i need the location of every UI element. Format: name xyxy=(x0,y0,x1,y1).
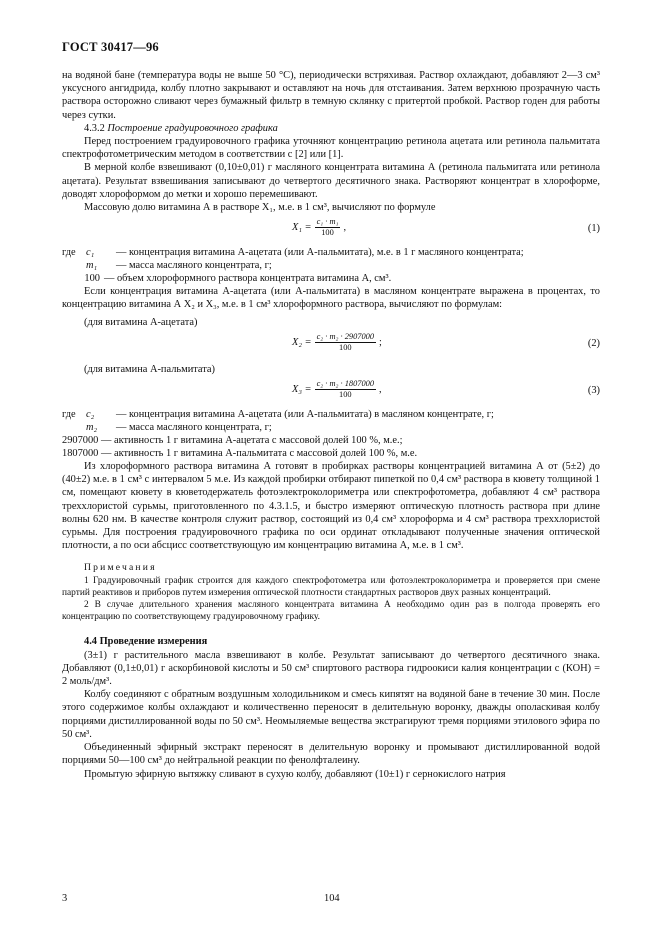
paragraph: Массовую долю витамина А в растворе X₁, м.е. в 1 см³, вычисляют по формуле xyxy=(84,202,436,214)
formula-label: (для витамина А-ацетата) xyxy=(84,316,198,328)
paragraph: Объединенный эфирный экстракт переносят в делительную воронку и промывают дистиллированной водой порциями 50—100 см³ до нейтральной реакции по фенолфталеину. xyxy=(62,742,600,767)
fraction-numerator: c₂ · m₂ · 1807000 xyxy=(316,379,375,389)
fraction-numerator: c₂ · m₂ · 2907000 xyxy=(316,331,375,341)
section-title: Построение градуировочного графика xyxy=(107,122,278,134)
legend-row: m₁ — масса масляного концентрата, г; xyxy=(86,260,272,272)
paragraph-continued: на водяной бане (температура воды не выше 50 °С), периодически встряхивая. Раствор охлаждают, добавляют 2—3 см³ уксусного ангидрида, колбу плотно закрывают и оставляют на ночь для отстаивания. Затем верхнюю прозрачную часть раствора осторожно сливают через бумажный фильтр в темную склянку с притертой пробкой. Раствор годен для работы через сутки. xyxy=(62,70,600,121)
formula-fraction xyxy=(315,332,376,353)
paragraph: (3±1) г растительного масла взвешивают в колбе. Результат записывают до четвертого десятичного знака. Добавляют (0,1±0,01) г аскорбиновой кислоты и 50 см³ спиртового раствора гидроокиси калия концентрации c (КОН) = 2 моль/дм³. xyxy=(62,649,600,688)
legend-row: 100 — объем хлороформного раствора концентрата витамина А, см³. xyxy=(84,273,392,285)
paragraph: В мерной колбе взвешивают (0,10±0,01) г масляного концентрата витамина А (ретинола пальмитата или ретинола ацетата). Результат взвешивания записывают до четвертого десятичного знака. Растворяют концентрат в хлороформе, доводят хлороформом до метки и хорошо перемешивают. xyxy=(62,162,600,200)
formula-fraction xyxy=(315,217,341,238)
note-item: 1 Градуировочный график строится для каждого спектрофотометра или фотоэлектроколориметра и проверяется при смене партий реактивов и приборов путем измерения оптической плотности стандартных растворов двух разных концентраций. xyxy=(62,576,600,599)
fraction-numerator: c₁ · m₁ xyxy=(316,217,339,227)
page-number-center: 104 xyxy=(324,893,340,904)
document-page xyxy=(62,40,600,781)
paragraph: Если концентрация витамина А-ацетата (или А-пальмитата) в масляном концентрате выражена в процентах, то концентрацию витамина А X₂ и X₃, м.е. в 1 см³ хлороформного раствора, вычисляют по формулам: xyxy=(62,286,600,311)
formula-2 xyxy=(62,332,600,359)
notes-heading: Примечания xyxy=(84,562,157,574)
legend-list-2 xyxy=(62,408,600,460)
paragraph: Из хлороформного раствора витамина А готовят в пробирках растворы концентрацией витамина А от (5±2) до (40±2) м.е. в 1 см³ с интервалом 5 м.е. Из каждой пробирки отбирают пипеткой по 0,4 см³ раствора в кювету толщиной 1 см, помещают кювету в кюветодержатель фотоэлектроколориметра или спектрофотометра, добавляют 4 см³ раствора треххлористой сурьмы, приготовленного по 4.3.1.5, и быстро измеряют оптическую плотность раствора при длине волны 620 нм. В качестве контроля служит раствор, состоящий из 0,4 см³ хлороформа и 4 см³ раствора треххлористой сурьмы. Для построения градуировочного графика по оси ординат откладывают полученные значения оптической плотности, а по оси абсцисс соответствующую им концентрацию витамина А, м.е. в 1 см³. xyxy=(62,461,600,552)
formula-punct: , xyxy=(343,222,347,234)
formula-punct: ; xyxy=(379,336,382,348)
legend-row: 1807000 — активность 1 г витамина А-пальмитата с массовой долей 100 %, м.е. xyxy=(62,448,418,460)
section-number: 4.3.2 xyxy=(84,122,105,134)
formula-3 xyxy=(62,379,600,406)
formula-lhs: X₂ = xyxy=(292,336,312,348)
legend-row: m₂ — масса масляного концентрата, г; xyxy=(86,422,272,434)
legend-row: где c₁ — концентрация витамина А-ацетата (или А-пальмитата), м.е. в 1 г масляного концентрата; xyxy=(62,247,524,259)
formula-label: (для витамина А-пальмитата) xyxy=(84,363,215,375)
paragraph: Колбу соединяют с обратным воздушным холодильником и смесь кипятят на водяной бане в течение 30 мин. После этого содержимое колбы охлаждают и количественно переносят в делительную воронку, дважды ополаскивая колбу порциями дистиллированной воды по 50 см³. Неомыляемые вещества экстрагируют тремя порциями этилового эфира по 50 см³. xyxy=(62,689,600,740)
formula-fraction xyxy=(315,379,376,400)
legend-list-1 xyxy=(62,246,600,285)
formula-lhs: X₃ = xyxy=(292,384,312,396)
section-4-4-heading: 4.4 Проведение измерения xyxy=(84,636,208,648)
fraction-denominator: 100 xyxy=(339,342,352,352)
fraction-denominator: 100 xyxy=(321,228,334,238)
fraction-denominator: 100 xyxy=(339,390,352,400)
paragraph: Перед построением градуировочного графика уточняют концентрацию ретинола ацетата или ретинола пальмитата спектрофотометрическим методом в соответствии с [2] или [1]. xyxy=(62,136,600,161)
section-4-3-2-heading xyxy=(62,122,600,135)
formula-number: (1) xyxy=(587,223,600,235)
paragraph: Промытую эфирную вытяжку сливают в сухую колбу, добавляют (10±1) г сернокислого натрия xyxy=(84,768,506,780)
formula-1 xyxy=(62,217,600,244)
formula-number: (2) xyxy=(587,337,600,349)
formula-punct: , xyxy=(379,384,382,396)
note-item: 2 В случае длительного хранения масляного концентрата витамина А необходимо один раз в полгода проверять его концентрацию по соответствующему градуировочному графику. xyxy=(62,600,600,623)
page-number-left: 3 xyxy=(62,893,68,904)
legend-row: 2907000 — активность 1 г витамина А-ацетата с массовой долей 100 %, м.е.; xyxy=(62,435,403,447)
formula-lhs: X₁ = xyxy=(292,222,312,234)
formula-number: (3) xyxy=(587,385,600,397)
legend-row: где c₂ — концентрация витамина А-ацетата (или А-пальмитата) в масляном концентрате, г; xyxy=(62,409,494,421)
document-header: ГОСТ 30417—96 xyxy=(62,40,159,54)
